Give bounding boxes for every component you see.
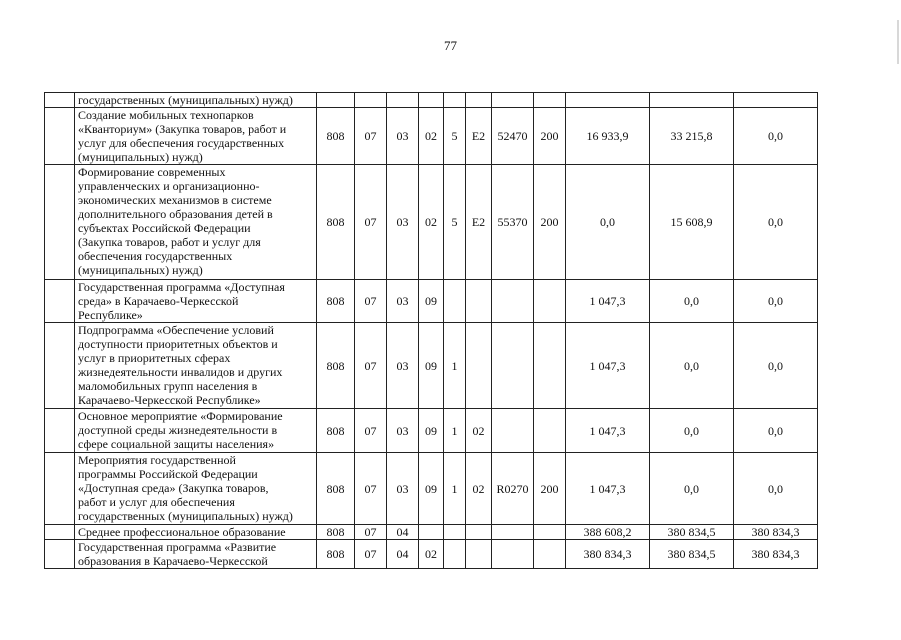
table-row: [45, 280, 818, 323]
direction-cell: [492, 525, 534, 540]
row-description: [75, 280, 317, 323]
description-line: (муниципальных) нужд): [78, 150, 203, 164]
program-cell: 02: [419, 540, 444, 569]
description-line: образования в Карачаево-Черкесской: [78, 554, 268, 568]
description-line: Формирование современных: [78, 165, 226, 179]
amount-year-2-cell: 0,0: [650, 323, 734, 409]
amount-year-3-cell: 380 834,3: [734, 540, 818, 569]
direction-cell: [492, 280, 534, 323]
amount-year-1-cell: 16 933,9: [566, 108, 650, 165]
gr-code-cell: [317, 93, 355, 108]
program-cell: 02: [419, 165, 444, 280]
description-line: «Кванториум» (Закупка товаров, работ и: [78, 122, 287, 136]
description-line: экономических механизмов в системе: [78, 193, 272, 207]
section-cell: [355, 93, 387, 108]
description-line: Республике»: [78, 308, 143, 322]
gr-code-cell: 808: [317, 280, 355, 323]
description-line: управленческих и организационно-: [78, 179, 260, 193]
row-margin-cell: [45, 540, 75, 569]
scan-edge-mark: [897, 20, 899, 64]
amount-year-3-cell: 0,0: [734, 409, 818, 453]
subsection-cell: 03: [387, 165, 419, 280]
table-row: [45, 409, 818, 453]
row-description: [75, 323, 317, 409]
amount-year-2-cell: 0,0: [650, 409, 734, 453]
gr-code-cell: 808: [317, 525, 355, 540]
description-line: «Доступная среда» (Закупка товаров,: [78, 481, 269, 495]
description-line: государственных (муниципальных) нужд): [78, 93, 293, 107]
direction-cell: [492, 409, 534, 453]
row-description: [75, 165, 317, 280]
description-line: Основное мероприятие «Формирование: [78, 409, 283, 423]
expense-type-cell: 200: [534, 108, 566, 165]
amount-year-3-cell: 0,0: [734, 108, 818, 165]
subsection-cell: 03: [387, 280, 419, 323]
amount-year-2-cell: 0,0: [650, 453, 734, 525]
description-line: программы Российской Федерации: [78, 467, 258, 481]
main-event-cell: 02: [466, 409, 492, 453]
row-margin-cell: [45, 453, 75, 525]
description-line: услуг для обеспечения государственных: [78, 136, 285, 150]
table-body: [45, 93, 818, 569]
amount-year-1-cell: 1 047,3: [566, 323, 650, 409]
description-line: сфере социальной защиты населения»: [78, 437, 275, 451]
section-cell: 07: [355, 323, 387, 409]
main-event-cell: [466, 323, 492, 409]
row-description: [75, 93, 317, 108]
gr-code-cell: 808: [317, 453, 355, 525]
subprogram-cell: 5: [444, 108, 466, 165]
amount-year-2-cell: 15 608,9: [650, 165, 734, 280]
main-event-cell: Е2: [466, 108, 492, 165]
description-line: работ и услуг для обеспечения: [78, 495, 235, 509]
description-line: Мероприятия государственной: [78, 453, 236, 467]
amount-year-1-cell: 1 047,3: [566, 280, 650, 323]
row-margin-cell: [45, 108, 75, 165]
row-margin-cell: [45, 165, 75, 280]
program-cell: [419, 93, 444, 108]
description-line: доступности приоритетных объектов и: [78, 337, 278, 351]
subprogram-cell: [444, 540, 466, 569]
main-event-cell: [466, 525, 492, 540]
description-line: Государственная программа «Развитие: [78, 540, 277, 554]
table-row: [45, 540, 818, 569]
description-line: (муниципальных) нужд): [78, 263, 203, 277]
main-event-cell: [466, 540, 492, 569]
subprogram-cell: 5: [444, 165, 466, 280]
program-cell: 09: [419, 280, 444, 323]
subsection-cell: 03: [387, 323, 419, 409]
amount-year-1-cell: [566, 93, 650, 108]
gr-code-cell: 808: [317, 165, 355, 280]
amount-year-3-cell: [734, 93, 818, 108]
gr-code-cell: 808: [317, 108, 355, 165]
expense-type-cell: [534, 540, 566, 569]
section-cell: 07: [355, 280, 387, 323]
subprogram-cell: [444, 525, 466, 540]
amount-year-3-cell: 0,0: [734, 165, 818, 280]
row-margin-cell: [45, 525, 75, 540]
description-line: Подпрограмма «Обеспечение условий: [78, 323, 274, 337]
row-margin-cell: [45, 93, 75, 108]
expense-type-cell: [534, 93, 566, 108]
expense-type-cell: 200: [534, 165, 566, 280]
table-row: [45, 108, 818, 165]
subprogram-cell: 1: [444, 409, 466, 453]
amount-year-3-cell: 380 834,3: [734, 525, 818, 540]
program-cell: 09: [419, 453, 444, 525]
description-line: Создание мобильных технопарков: [78, 108, 254, 122]
description-line: маломобильных групп населения в: [78, 379, 258, 393]
subsection-cell: 03: [387, 108, 419, 165]
description-line: обеспечения государственных: [78, 249, 233, 263]
description-line: услуг в приоритетных сферах: [78, 351, 231, 365]
description-line: (Закупка товаров, работ и услуг для: [78, 235, 261, 249]
row-description: [75, 540, 317, 569]
description-line: дополнительного образования детей в: [78, 207, 273, 221]
main-event-cell: 02: [466, 453, 492, 525]
description-line: государственных (муниципальных) нужд): [78, 509, 293, 523]
expense-type-cell: [534, 409, 566, 453]
row-margin-cell: [45, 323, 75, 409]
table-row: [45, 93, 818, 108]
direction-cell: 55370: [492, 165, 534, 280]
subsection-cell: [387, 93, 419, 108]
row-description: [75, 525, 317, 540]
program-cell: [419, 525, 444, 540]
section-cell: 07: [355, 165, 387, 280]
section-cell: 07: [355, 540, 387, 569]
amount-year-3-cell: 0,0: [734, 453, 818, 525]
subprogram-cell: [444, 93, 466, 108]
row-description: [75, 453, 317, 525]
program-cell: 09: [419, 323, 444, 409]
table-row: [45, 525, 818, 540]
row-margin-cell: [45, 280, 75, 323]
expense-type-cell: [534, 323, 566, 409]
subsection-cell: 04: [387, 540, 419, 569]
amount-year-1-cell: 0,0: [566, 165, 650, 280]
amount-year-1-cell: 380 834,3: [566, 540, 650, 569]
subsection-cell: 04: [387, 525, 419, 540]
row-description: [75, 409, 317, 453]
amount-year-2-cell: 0,0: [650, 280, 734, 323]
description-line: субъектах Российской Федерации: [78, 221, 251, 235]
expense-type-cell: 200: [534, 453, 566, 525]
section-cell: 07: [355, 108, 387, 165]
section-cell: 07: [355, 453, 387, 525]
gr-code-cell: 808: [317, 323, 355, 409]
description-line: Карачаево-Черкесской Республике»: [78, 393, 261, 407]
expense-type-cell: [534, 525, 566, 540]
description-line: Среднее профессиональное образование: [78, 525, 286, 539]
amount-year-1-cell: 388 608,2: [566, 525, 650, 540]
row-description: [75, 108, 317, 165]
budget-table: [44, 92, 818, 569]
amount-year-1-cell: 1 047,3: [566, 453, 650, 525]
subsection-cell: 03: [387, 453, 419, 525]
subprogram-cell: 1: [444, 453, 466, 525]
gr-code-cell: 808: [317, 540, 355, 569]
direction-cell: [492, 323, 534, 409]
direction-cell: [492, 93, 534, 108]
description-line: Государственная программа «Доступная: [78, 280, 285, 294]
direction-cell: 52470: [492, 108, 534, 165]
program-cell: 02: [419, 108, 444, 165]
direction-cell: R0270: [492, 453, 534, 525]
section-cell: 07: [355, 525, 387, 540]
amount-year-2-cell: 380 834,5: [650, 525, 734, 540]
program-cell: 09: [419, 409, 444, 453]
table-row: [45, 165, 818, 280]
amount-year-3-cell: 0,0: [734, 280, 818, 323]
gr-code-cell: 808: [317, 409, 355, 453]
subprogram-cell: [444, 280, 466, 323]
main-event-cell: [466, 280, 492, 323]
main-event-cell: Е2: [466, 165, 492, 280]
expense-type-cell: [534, 280, 566, 323]
table-row: [45, 453, 818, 525]
amount-year-2-cell: [650, 93, 734, 108]
description-line: среда» в Карачаево-Черкесской: [78, 294, 239, 308]
subprogram-cell: 1: [444, 323, 466, 409]
amount-year-2-cell: 33 215,8: [650, 108, 734, 165]
subsection-cell: 03: [387, 409, 419, 453]
row-margin-cell: [45, 409, 75, 453]
amount-year-3-cell: 0,0: [734, 323, 818, 409]
main-event-cell: [466, 93, 492, 108]
amount-year-1-cell: 1 047,3: [566, 409, 650, 453]
table-row: [45, 323, 818, 409]
description-line: доступной среды жизнедеятельности в: [78, 423, 278, 437]
description-line: жизнедеятельности инвалидов и других: [78, 365, 283, 379]
amount-year-2-cell: 380 834,5: [650, 540, 734, 569]
direction-cell: [492, 540, 534, 569]
section-cell: 07: [355, 409, 387, 453]
page-number: 77: [444, 38, 457, 53]
